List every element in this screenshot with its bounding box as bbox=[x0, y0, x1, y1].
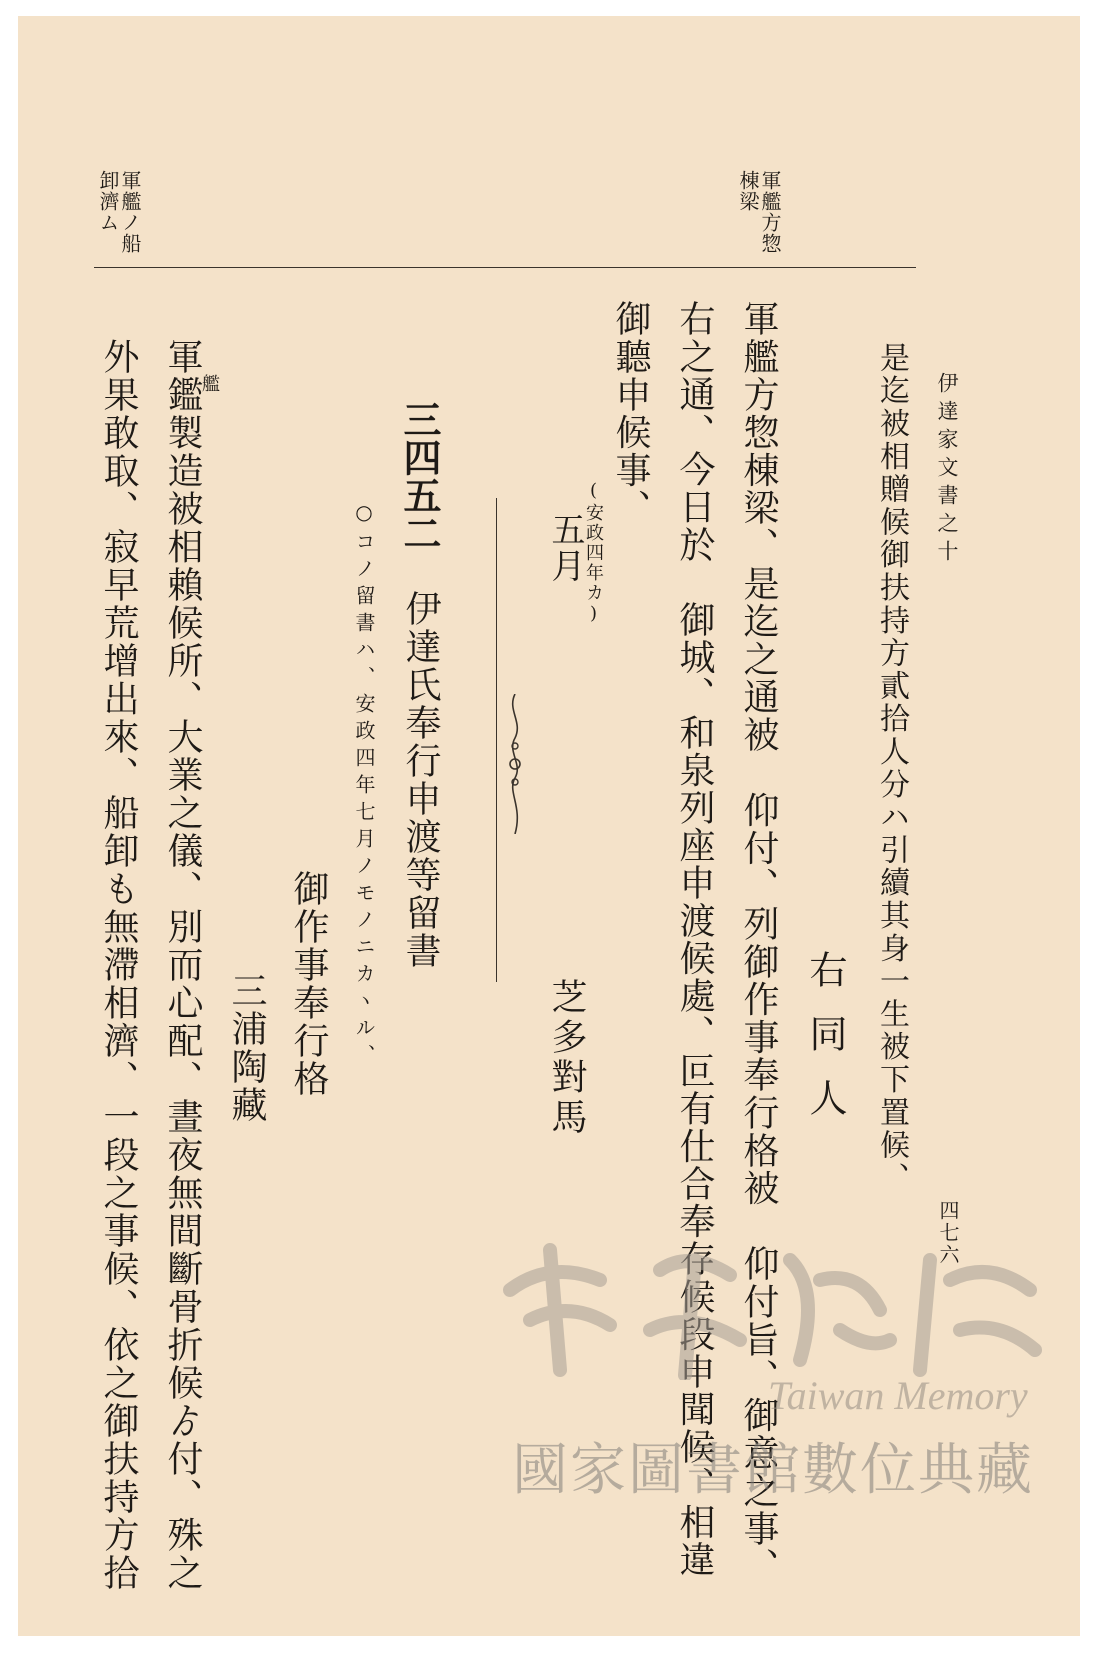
watermark-english: Taiwan Memory bbox=[768, 1373, 1028, 1418]
body-column: 右同人 bbox=[803, 950, 847, 1142]
body-column: 外果敢取、寂早荒增出來、船卸も無滯相濟、一段之事候、依之御扶持方拾 bbox=[98, 338, 139, 1592]
signer-role: 御作事奉行格 bbox=[288, 870, 329, 1098]
margin-note: 棟梁 bbox=[736, 170, 760, 212]
date: 五月 bbox=[545, 512, 585, 584]
section-divider bbox=[496, 498, 497, 982]
date-note: (安政四年カ) bbox=[583, 480, 604, 626]
body-column: 是迄被相贈候御扶持方貳拾人分ハ引續其身一生被下置候、 bbox=[874, 342, 909, 1195]
headnote-rule bbox=[94, 267, 916, 268]
body-column: 御聽申候事、 bbox=[610, 300, 651, 527]
margin-note: 卸濟ム bbox=[96, 170, 120, 233]
page-number: 四七六 bbox=[936, 1200, 960, 1266]
ornament-icon bbox=[502, 694, 528, 834]
section-note: ○コノ留書ハ、安政四年七月ノモノニカヽル、 bbox=[352, 500, 376, 1071]
watermark-chinese: 國家圖書館數位典藏 bbox=[512, 1438, 1034, 1503]
body-column: 軍艦方惣棟梁、是迄之通被 仰付、列御作事奉行格被 仰付旨、御意之事、 bbox=[738, 300, 779, 1586]
running-title: 伊達家文書之十 bbox=[935, 372, 959, 568]
signer-name: 三浦陶藏 bbox=[226, 972, 267, 1124]
watermark-logo bbox=[490, 1230, 1050, 1380]
margin-note: 軍艦ノ船 bbox=[118, 170, 142, 254]
section-number: 三四五二 bbox=[397, 400, 442, 552]
correction-annotation: 艦 bbox=[199, 374, 220, 392]
section-title: 伊達氏奉行申渡等留書 bbox=[400, 590, 441, 970]
body-column: 右之通、今日於 御城、和泉列座申渡候處、叵有仕合奉存候段申聞候、相違 bbox=[674, 300, 715, 1579]
body-column: 軍鑑製造被相賴候所、大業之儀、別而心配、晝夜無間斷骨折候ゟ付、殊之 bbox=[162, 338, 203, 1592]
signer-name: 芝多對馬 bbox=[546, 978, 587, 1138]
margin-note: 軍艦方惣 bbox=[758, 170, 782, 254]
